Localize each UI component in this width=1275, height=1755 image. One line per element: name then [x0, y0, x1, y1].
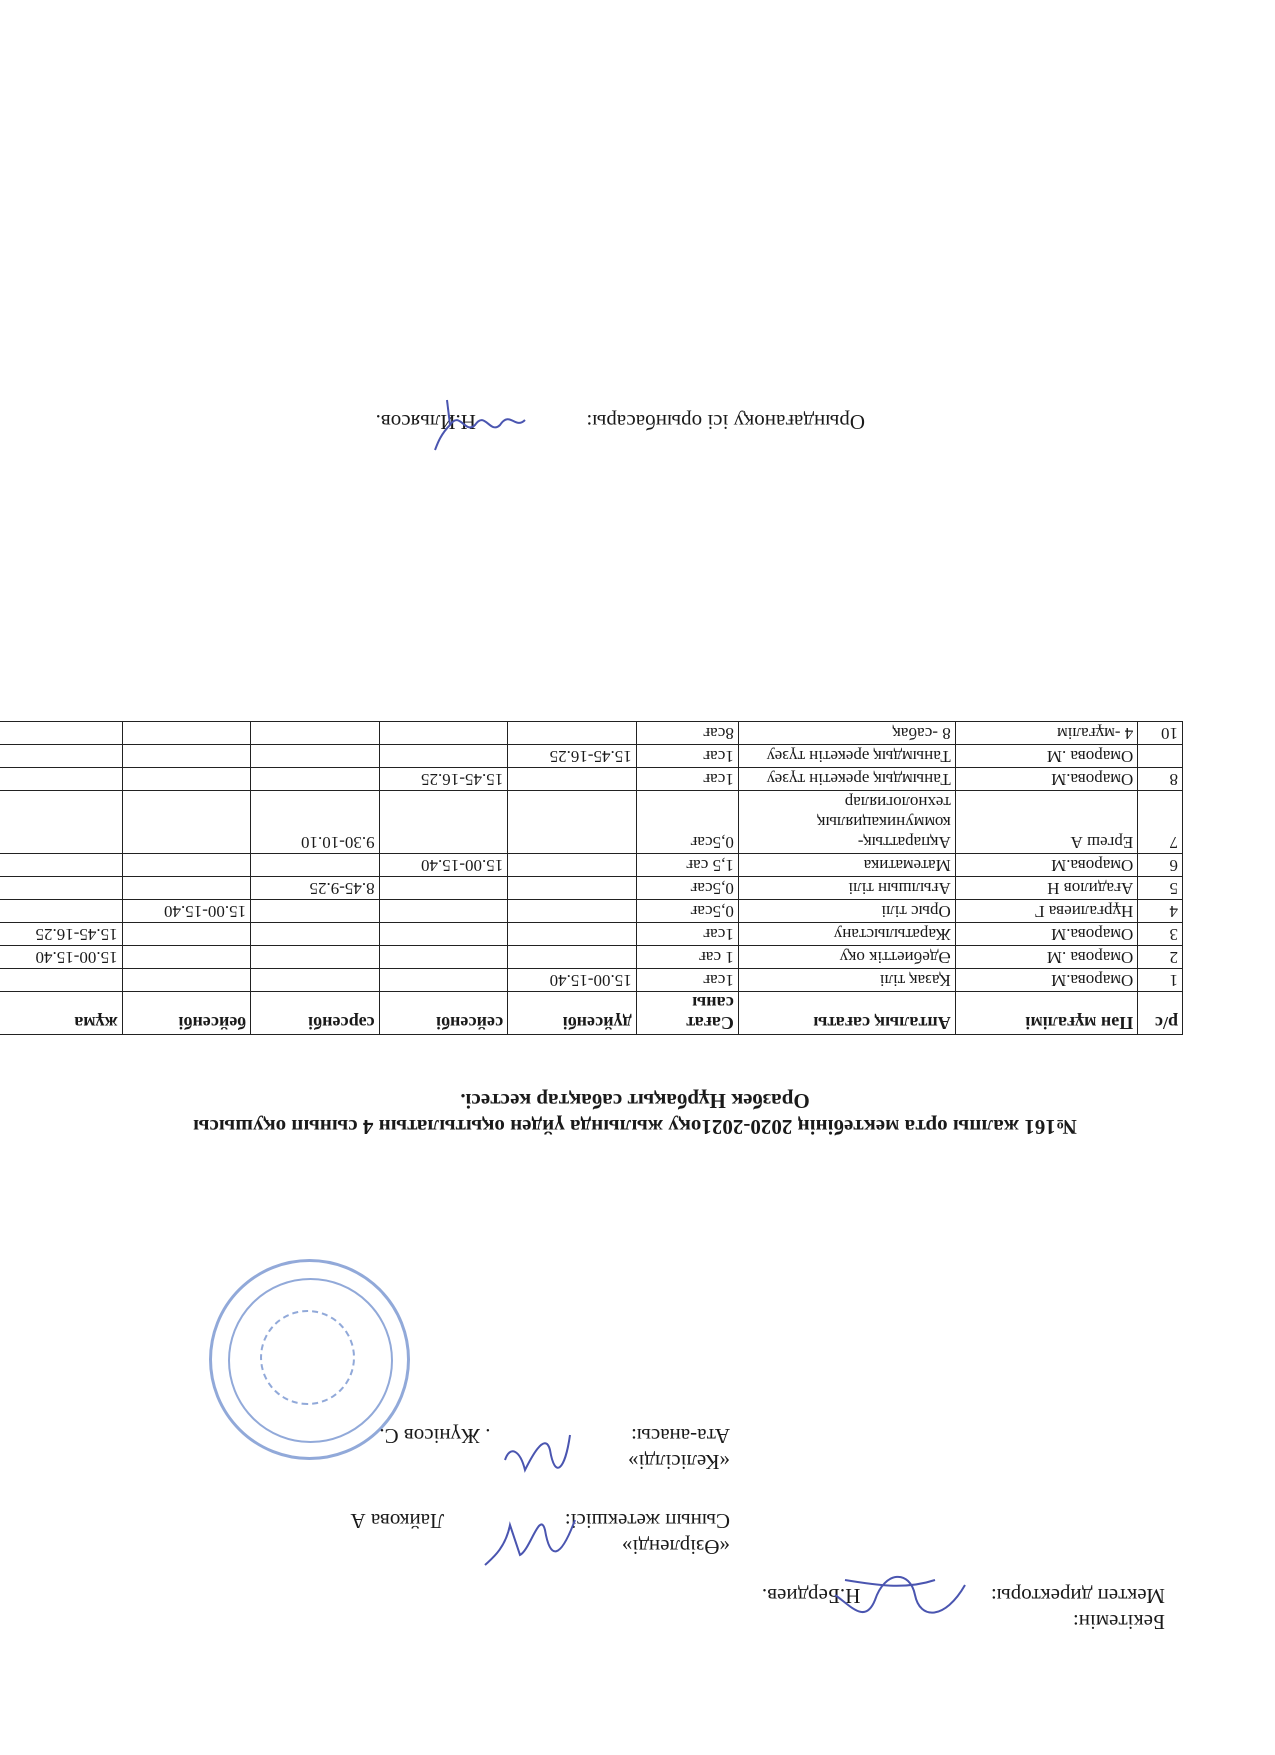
cell-thu: [122, 877, 251, 900]
cell-hours: 0,5сағ: [636, 791, 738, 854]
cell-thu: [122, 946, 251, 969]
cell-thu: [122, 923, 251, 946]
cell-subject: Танымдық әрекетін түзеу: [738, 745, 955, 768]
cell-fri: [0, 877, 122, 900]
cell-fri: [0, 854, 122, 877]
header-friday: жұма: [0, 992, 122, 1035]
agreed-block: [30, 1508, 730, 1560]
cell-fri: [0, 900, 122, 923]
header-no: р/с: [1138, 992, 1183, 1035]
table-row: [0, 900, 1183, 923]
cell-fri: 15.00-15.40: [0, 946, 122, 969]
cell-no: 10: [1138, 722, 1183, 745]
cell-hours: 1сағ: [636, 923, 738, 946]
deputy-signature: [425, 395, 535, 455]
cell-no: 6: [1138, 854, 1183, 877]
class-teacher-label: Сынып жетекшісі:: [564, 1509, 730, 1533]
cell-tue: [379, 969, 508, 992]
cell-teacher: Омарова.М: [955, 768, 1137, 791]
schedule-body: [0, 722, 1183, 992]
cell-fri: [0, 745, 122, 768]
cell-hours: 1,5 сағ: [636, 854, 738, 877]
cell-tue: [379, 745, 508, 768]
header-teacher: Пән мұғалімі: [955, 992, 1137, 1035]
parent-label: Ата-анасы:: [630, 1424, 730, 1448]
cell-thu: [122, 745, 251, 768]
cell-no: 7: [1138, 791, 1183, 854]
cell-hours: 1сағ: [636, 969, 738, 992]
cell-subject: Қазақ тілі: [738, 969, 955, 992]
cell-subject: Танымдық әрекетін түзеу: [738, 768, 955, 791]
cell-wed: 9.30-10.10: [251, 791, 380, 854]
director-label: Мектеп директоры:: [990, 1584, 1165, 1608]
deputy-name: Н.Ильясов.: [375, 410, 476, 434]
table-row: [0, 768, 1183, 791]
cell-mon: [508, 791, 637, 854]
parent-signature: [495, 1420, 585, 1490]
table-row: [0, 791, 1183, 854]
cell-tue: [379, 877, 508, 900]
table-header-row: [0, 992, 1183, 1035]
cell-wed: [251, 722, 380, 745]
cell-teacher: Омарова.М: [955, 969, 1137, 992]
cell-hours: 0,5сағ: [636, 900, 738, 923]
cell-fri: [0, 791, 122, 854]
cell-no: 3: [1138, 923, 1183, 946]
cell-thu: [122, 722, 251, 745]
cell-hours: 0,5сағ: [636, 877, 738, 900]
cell-teacher: Омарова .М: [955, 745, 1137, 768]
table-row: [0, 923, 1183, 946]
cell-subject: Жаратылыстану: [738, 923, 955, 946]
cell-mon: [508, 923, 637, 946]
cell-fri: [0, 722, 122, 745]
consent-block: [30, 1423, 730, 1475]
cell-subject: Орыс тілі: [738, 900, 955, 923]
cell-no: [1138, 745, 1183, 768]
cell-thu: [122, 854, 251, 877]
cell-mon: [508, 946, 637, 969]
consent-line: [30, 1423, 730, 1449]
cell-no: 2: [1138, 946, 1183, 969]
cell-wed: [251, 946, 380, 969]
cell-tue: [379, 946, 508, 969]
cell-wed: [251, 923, 380, 946]
cell-teacher: Омарова.М: [955, 923, 1137, 946]
cell-tue: [379, 722, 508, 745]
cell-wed: [251, 969, 380, 992]
cell-wed: [251, 854, 380, 877]
cell-no: 5: [1138, 877, 1183, 900]
cell-wed: 8.45-9.25: [251, 877, 380, 900]
cell-hours: 8сағ: [636, 722, 738, 745]
cell-mon: [508, 877, 637, 900]
cell-fri: [0, 969, 122, 992]
cell-tue: [379, 923, 508, 946]
cell-thu: [122, 969, 251, 992]
class-teacher-signature: [475, 1500, 585, 1580]
cell-fri: [0, 768, 122, 791]
cell-teacher: Омарова.М: [955, 854, 1137, 877]
cell-teacher: Ағадилов Н: [955, 877, 1137, 900]
director-name: Н.Бердиев.: [761, 1584, 861, 1608]
header-hour-count: Сағат саны: [636, 992, 738, 1035]
table-row: [0, 969, 1183, 992]
cell-subject: Ақпараттық-коммуникациялық технологиялар: [738, 791, 955, 854]
title-line-1: №161 жалпы орта мектебінің 2020-2021оқу жылында үйден оқытылатын 4 сынып оқушысы: [193, 1115, 1077, 1139]
table-row: [0, 745, 1183, 768]
header-tuesday: сейсенбі: [379, 992, 508, 1035]
cell-hours: 1сағ: [636, 768, 738, 791]
title-line-2: Оразбек Нұрбақыт сабақтар кестесі.: [460, 1089, 810, 1113]
table-row: [0, 722, 1183, 745]
cell-fri: 15.45-16.25: [0, 923, 122, 946]
cell-wed: [251, 768, 380, 791]
cell-mon: [508, 900, 637, 923]
cell-hours: 1 сағ: [636, 946, 738, 969]
approval-title: Бекітемін:: [1072, 1610, 1165, 1634]
cell-teacher: Ергеш А: [955, 791, 1137, 854]
cell-mon: [508, 722, 637, 745]
cell-thu: [122, 768, 251, 791]
cell-subject: Әдебиеттік оқу: [738, 946, 955, 969]
header-monday: дүйсенбі: [508, 992, 637, 1035]
header-thursday: бейсенбі: [122, 992, 251, 1035]
document-title: [85, 1088, 1185, 1140]
cell-tue: [379, 791, 508, 854]
cell-subject: 8 -сабақ: [738, 722, 955, 745]
class-teacher-name: Лайкова А: [350, 1509, 445, 1533]
agreed-line: [30, 1508, 730, 1534]
consent-label: «Келісілді»: [628, 1450, 730, 1474]
cell-mon: 15.45-16.25: [508, 745, 637, 768]
header-wednesday: сәрсенбі: [251, 992, 380, 1035]
cell-no: 4: [1138, 900, 1183, 923]
agreed-label: «Өзірленді»: [621, 1535, 730, 1559]
cell-mon: 15.00-15.40: [508, 969, 637, 992]
cell-thu: 15.00-15.40: [122, 900, 251, 923]
cell-tue: 15.45-16.25: [379, 768, 508, 791]
parent-name: . Жүнісов С.: [379, 1424, 491, 1448]
schedule-table: [0, 721, 1183, 1035]
cell-teacher: 4 -мұғалім: [955, 722, 1137, 745]
cell-no: 8: [1138, 768, 1183, 791]
cell-mon: [508, 768, 637, 791]
cell-teacher: Нұрғалиева Г: [955, 900, 1137, 923]
cell-subject: Математика: [738, 854, 955, 877]
cell-subject: Ағылшын тілі: [738, 877, 955, 900]
table-row: [0, 946, 1183, 969]
cell-mon: [508, 854, 637, 877]
cell-wed: [251, 900, 380, 923]
deputy-label: Орындағаноқу ісі орынбасары:: [586, 410, 865, 434]
cell-hours: 1сағ: [636, 745, 738, 768]
cell-teacher: Омарова .М: [955, 946, 1137, 969]
cell-tue: [379, 900, 508, 923]
director-signature: [825, 1560, 975, 1630]
cell-tue: 15.00-15.40: [379, 854, 508, 877]
table-row: [0, 854, 1183, 877]
cell-no: 1: [1138, 969, 1183, 992]
cell-thu: [122, 791, 251, 854]
cell-wed: [251, 745, 380, 768]
header-weekly-hours: Апталық сағаты: [738, 992, 955, 1035]
table-row: [0, 877, 1183, 900]
